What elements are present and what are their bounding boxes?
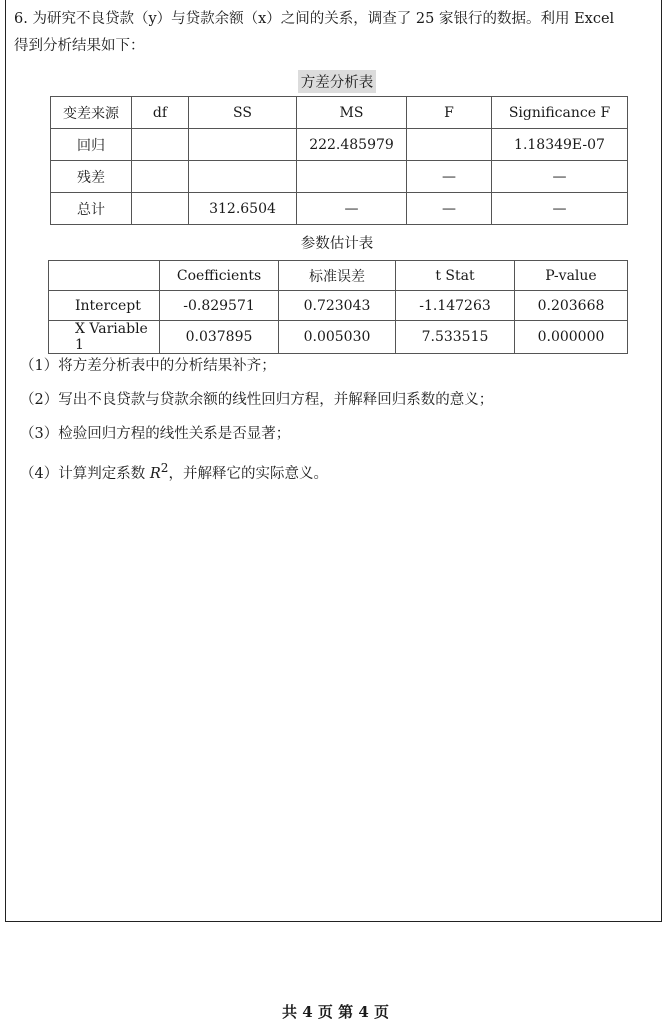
sub-question-4-prefix: （4）计算判定系数 [20, 465, 150, 482]
anova-cell: — [297, 193, 407, 225]
sub-question-2: （2）写出不良贷款与贷款余额的线性回归方程，并解释回归系数的意义； [20, 392, 494, 408]
r-squared-symbol: R [149, 465, 161, 482]
sub-question-4 [20, 454, 493, 488]
anova-cell [132, 161, 189, 193]
anova-header-cell: MS [297, 97, 407, 129]
param-cell: 0.723043 [279, 291, 396, 321]
anova-cell [297, 161, 407, 193]
param-header-row [49, 261, 628, 291]
anova-cell: 1.18349E-07 [492, 129, 628, 161]
param-cell: -1.147263 [396, 291, 515, 321]
param-cell: -0.829571 [160, 291, 279, 321]
param-header-cell [49, 261, 160, 291]
page-footer: 共 4 页 第 4 页 [282, 1003, 389, 1021]
anova-header-cell: df [132, 97, 189, 129]
param-header-cell: Coefficients [160, 261, 279, 291]
anova-header-cell: F [407, 97, 492, 129]
table-row [49, 291, 628, 321]
param-header-cell: 标准误差 [279, 261, 396, 291]
table-row [51, 193, 628, 225]
anova-cell: 222.485979 [297, 129, 407, 161]
anova-cell: — [407, 161, 492, 193]
param-cell: 7.533515 [396, 321, 515, 354]
param-cell: 0.000000 [515, 321, 628, 354]
anova-cell: 回归 [51, 129, 132, 161]
anova-cell [189, 161, 297, 193]
sub-questions [20, 352, 493, 488]
anova-cell: 总计 [51, 193, 132, 225]
anova-cell: — [492, 193, 628, 225]
param-header-cell: P-value [515, 261, 628, 291]
anova-cell [189, 129, 297, 161]
param-cell: X Variable 1 [49, 321, 160, 354]
param-cell: 0.203668 [515, 291, 628, 321]
anova-header-row [51, 97, 628, 129]
anova-cell [132, 193, 189, 225]
anova-header-cell: 变差来源 [51, 97, 132, 129]
anova-table-title: 方差分析表 [298, 70, 376, 93]
param-cell: 0.037895 [160, 321, 279, 354]
anova-cell: 残差 [51, 161, 132, 193]
anova-header-cell: Significance F [492, 97, 628, 129]
sub-question-3: （3）检验回归方程的线性关系是否显著； [20, 426, 291, 442]
table-row [49, 321, 628, 354]
anova-cell [132, 129, 189, 161]
param-table-title: 参数估计表 [300, 236, 374, 252]
anova-cell [407, 129, 492, 161]
table-row [51, 129, 628, 161]
anova-header-cell: SS [189, 97, 297, 129]
question-line-2: 得到分析结果如下： [14, 38, 145, 54]
anova-cell: — [492, 161, 628, 193]
sub-question-4-suffix: ，并解释它的实际意义。 [168, 465, 328, 482]
r-squared-exponent: 2 [160, 461, 169, 475]
anova-table [50, 96, 628, 225]
param-cell: Intercept [49, 291, 160, 321]
question-line-1: 6. 为研究不良贷款（y）与贷款余额（x）之间的关系，调查了 25 家银行的数据。利用 Excel [14, 11, 615, 27]
anova-cell: — [407, 193, 492, 225]
table-row [51, 161, 628, 193]
question-text [14, 6, 654, 60]
param-cell: 0.005030 [279, 321, 396, 354]
sub-question-1: （1）将方差分析表中的分析结果补齐； [20, 358, 276, 374]
param-header-cell: t Stat [396, 261, 515, 291]
param-table [48, 260, 628, 354]
anova-cell: 312.6504 [189, 193, 297, 225]
